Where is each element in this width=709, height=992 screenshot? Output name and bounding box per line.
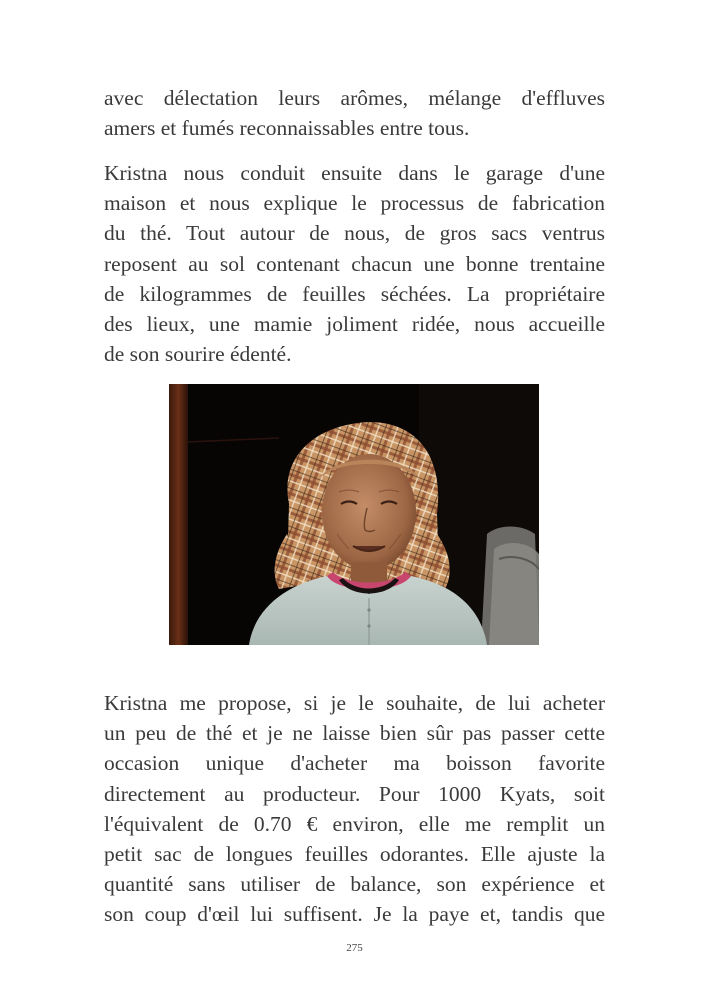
text-line: directement au producteur. Pour 1000 Kyats, soit xyxy=(104,781,605,806)
text-line: l'équivalent de 0.70 € environ, elle me remplit un xyxy=(104,811,605,836)
text-line: son coup d'œil lui suffisent. Je la paye et, tandis que xyxy=(104,902,605,927)
text-line: quantité sans utiliser de balance, son expérience et xyxy=(104,872,605,897)
portrait-photo xyxy=(169,384,539,645)
text-line: de kilogrammes de feuilles séchées. La propriétaire xyxy=(104,281,605,306)
text-line: du thé. Tout autour de nous, de gros sacs ventrus xyxy=(104,221,605,246)
text-line: avec délectation leurs arômes, mélange d'effluves xyxy=(104,86,605,110)
paragraph-3 xyxy=(104,688,605,930)
text-line: occasion unique d'acheter ma boisson favorite xyxy=(104,751,605,776)
text-line: maison et nous explique le processus de fabrication xyxy=(104,191,605,216)
paragraph-2 xyxy=(104,158,605,369)
text-line: Kristna nous conduit ensuite dans le garage d'une xyxy=(104,161,605,185)
text-line: petit sac de longues feuilles odorantes. Elle ajuste la xyxy=(104,842,605,867)
text-line: des lieux, une mamie joliment ridée, nous accueille xyxy=(104,312,605,337)
text-line: amers et fumés reconnaissables entre tous. xyxy=(104,116,470,141)
text-line: reposent au sol contenant chacun une bonne trentaine xyxy=(104,251,605,276)
paragraph-1 xyxy=(104,83,605,143)
page-number: 275 xyxy=(346,942,363,954)
text-line: Kristna me propose, si je le souhaite, de lui acheter xyxy=(104,691,605,715)
text-line: de son sourire édenté. xyxy=(104,342,292,367)
text-line: un peu de thé et je ne laisse bien sûr pas passer cette xyxy=(104,721,605,746)
